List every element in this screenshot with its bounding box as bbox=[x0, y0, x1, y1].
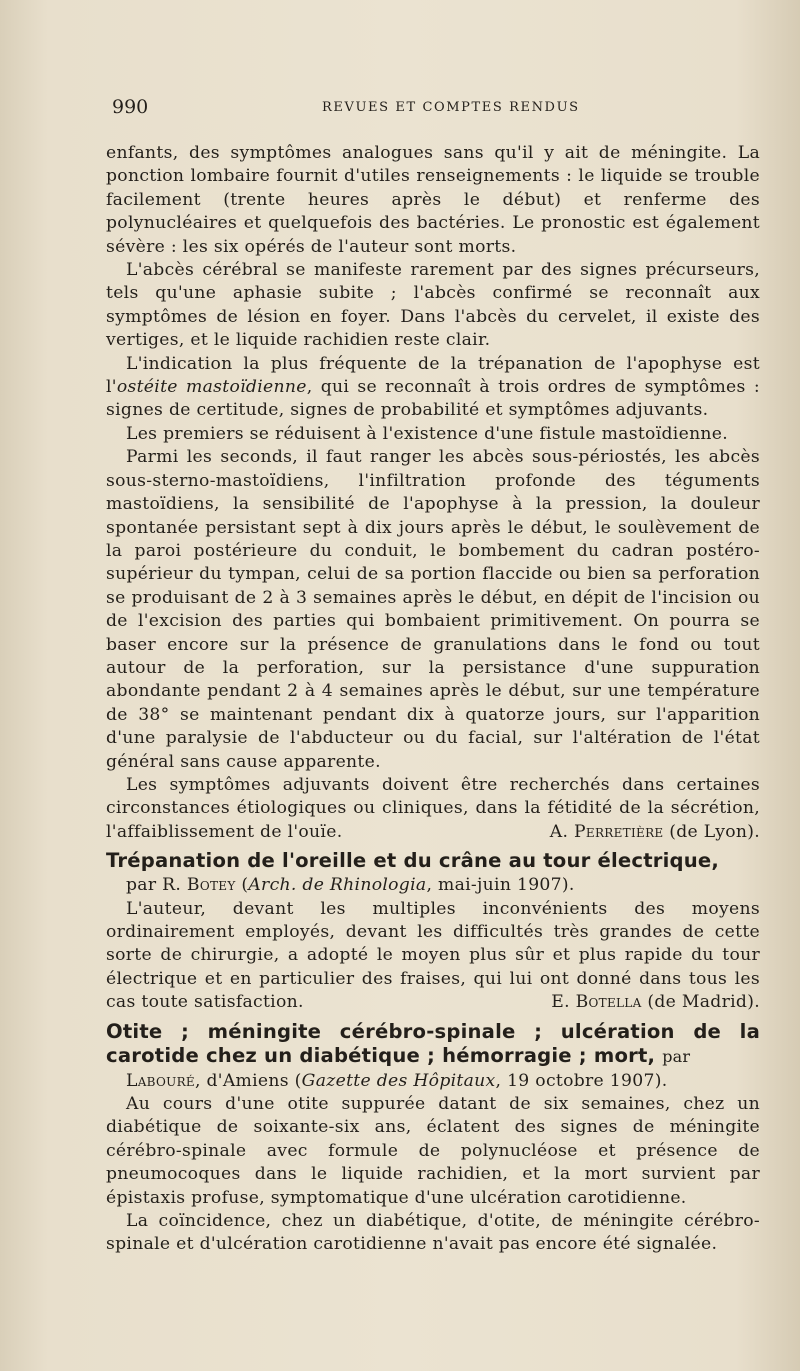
review-title-trepanation: Trépanation de l'oreille et du crâne au tour électrique, bbox=[106, 849, 720, 873]
paragraph-coincidence: La coïncidence, chez un diabétique, d'otite, de méningite cérébro-spinale et d'ulcération carotidienne n'avait pas encore été signalée. bbox=[106, 1211, 760, 1255]
byline-laboure: Labouré, d'Amiens (Gazette des Hôpitaux, 19 octobre 1907). bbox=[126, 1070, 668, 1091]
paragraph-adjuvants: Les symptômes adjuvants doivent être recherchés dans certaines circonstances étiologiques ou cliniques, dans la fétidité de la sécrétion, l'affaiblissement de l'ouïe. A. Perretière (de Lyon). bbox=[106, 774, 760, 844]
review-otogenic bbox=[106, 142, 760, 844]
paragraph-abces: L'abcès cérébral se manifeste rarement par des signes précurseurs, tels qu'une aphasie subite ; l'abcès confirmé se reconnaît aux symptômes de lésion en foyer. Dans l'abcès du cervelet, il existe des vertiges, et le liquide rachidien reste clair. bbox=[106, 260, 760, 351]
article-body bbox=[106, 142, 760, 1257]
page-header bbox=[112, 96, 752, 120]
paragraph-seconds: Parmi les seconds, il faut ranger les abcès sous-périostés, les abcès sous-sterno-mastoïdiens, l'infiltration profonde des téguments mastoïdiens, la sensibilité de l'apophyse à la pression, la douleur spontanée persistant sept à dix jours après le début, le soulèvement de la paroi postérieure du conduit, le bombement du cadran postéro-supérieur du tympan, celui de sa portion flaccide ou bien sa perforation se produisant de 2 à 3 semaines après le début, en dépit de l'incision ou de l'excision des parties qui bombaient primitivement. On pourra se baser encore sur la présence de granulations dans le fond ou tout autour de la perforation, sur la persistance d'une suppuration abondante pendant 2 à 4 semaines après le début, sur une température de 38° se maintenant pendant dix à quatorze jours, sur l'apparition d'une paralysie de l'abducteur ou du facial, sur l'altération de l'état général sans cause apparente. bbox=[106, 447, 760, 772]
page-number: 990 bbox=[112, 96, 149, 118]
emphasis-osteite: ostéite mastoïdienne bbox=[116, 377, 307, 398]
paragraph-indication: L'indication la plus fréquente de la trépanation de l'apophyse est l'ostéite mastoïdienne, qui se reconnaît à trois ordres de symptômes : signes de certitude, signes de probabilité et symptômes adjuvants. bbox=[106, 353, 760, 421]
paragraph-tour-electrique: L'auteur, devant les multiples inconvénients des moyens ordinairement employés, devant les difficultés très grandes de cette sorte de chirurgie, a adopté le moyen plus sûr et plus rapide du tour électrique et en particulier des fraises, qui lui ont donné dans tous les cas toute satisfaction. E. Botella (de Madrid). bbox=[106, 898, 760, 1015]
signature-perretiere: A. Perretière (de Lyon). bbox=[549, 821, 760, 842]
paragraph-cas-clinique: Au cours d'une otite suppurée datant de six semaines, chez un diabétique de soixante-six ans, éclatent des signes de méningite cérébro-spinale avec formule de polynucléose et présence de pneumocoques dans le liquide rachidien, et la mort survient par épistaxis profuse, symptomatique d'une ulcération carotidienne. bbox=[106, 1094, 760, 1208]
review-title-otite: Otite ; méningite cérébro-spinale ; ulcération de la carotide chez un diabétique ; hémorragie ; mort, par bbox=[106, 1019, 760, 1067]
review-otite-diabetique bbox=[106, 1020, 760, 1257]
running-head: REVUES ET COMPTES RENDUS bbox=[322, 100, 580, 115]
review-trepanation bbox=[106, 849, 760, 1014]
paragraph-continuation: enfants, des symptômes analogues sans qu'il y ait de méningite. La ponction lombaire fournit d'utiles renseignements : le liquide se trouble facilement (trente heures après le début) et renferme des polynucléaires et quelquefois des bactéries. Le pronostic est également sévère : les six opérés de l'auteur sont morts. bbox=[106, 143, 760, 257]
byline-botey: par R. Botey (Arch. de Rhinologia, mai-juin 1907). bbox=[126, 875, 575, 896]
paragraph-premiers: Les premiers se réduisent à l'existence d'une fistule mastoïdienne. bbox=[126, 423, 729, 444]
signature-botella: E. Botella (de Madrid). bbox=[551, 992, 760, 1013]
